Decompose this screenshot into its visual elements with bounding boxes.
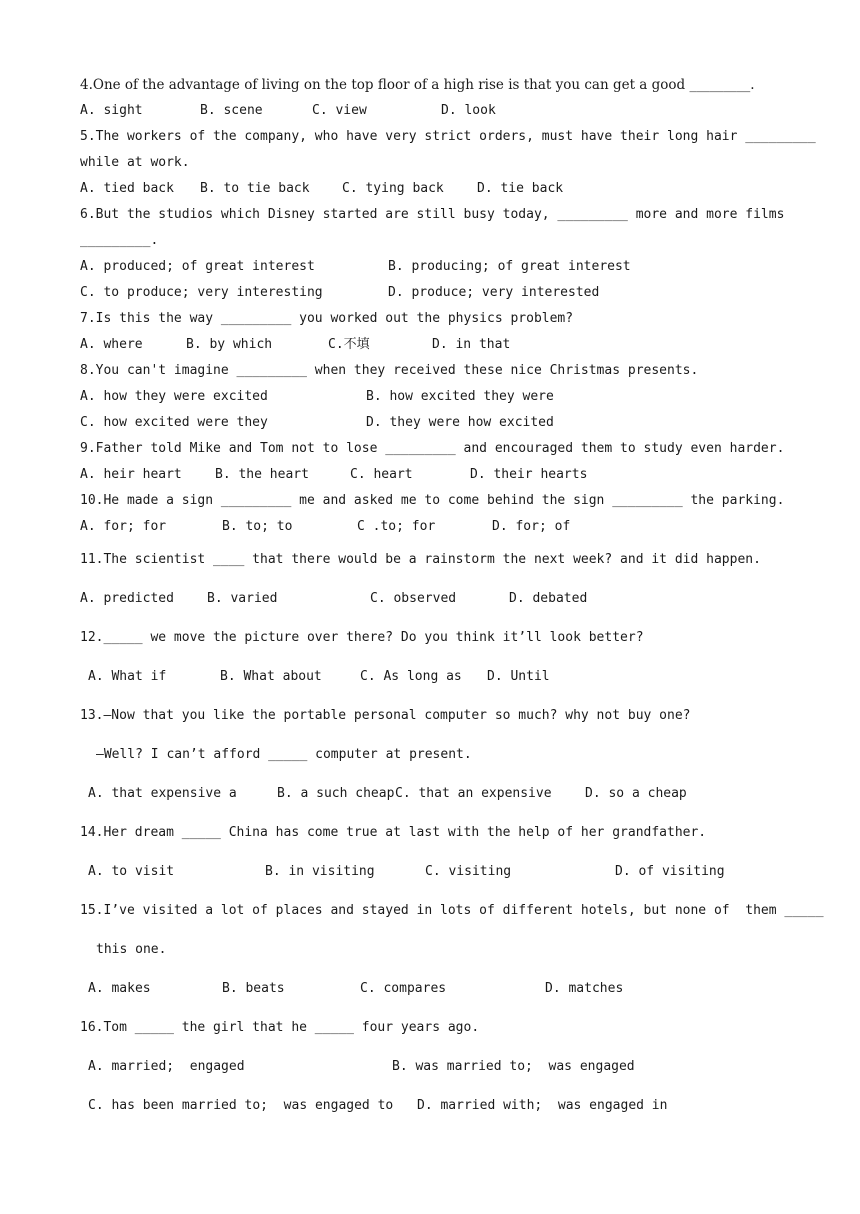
question-12-stem: 12._____ we move the picture over there? Do you think it’ll look better? <box>80 630 644 645</box>
q6-option-c: C. to produce; very interesting <box>80 285 323 300</box>
q7-option-d: D. in that <box>432 337 511 352</box>
question-7-stem: 7.Is this the way _________ you worked out the physics problem? <box>80 311 574 326</box>
q10-option-c: C .to; for <box>357 519 436 534</box>
q13-option-d: D. so a cheap <box>585 786 687 801</box>
question-14-stem: 14.Her dream _____ China has come true at last with the help of her grandfather. <box>80 825 707 840</box>
q5-option-c: C. tying back <box>342 181 444 196</box>
q16-option-b: B. was married to; was engaged <box>392 1059 635 1074</box>
q6-option-b: B. producing; of great interest <box>388 259 631 274</box>
q15-option-a: A. makes <box>88 981 151 996</box>
q14-option-a: A. to visit <box>88 864 175 879</box>
question-5-stem-line2: while at work. <box>80 155 190 170</box>
q14-option-c: C. visiting <box>425 864 512 879</box>
q8-option-a: A. how they were excited <box>80 389 268 404</box>
q5-option-b: B. to tie back <box>200 181 310 196</box>
q12-option-a: A. What if <box>88 669 167 684</box>
q8-option-b: B. how excited they were <box>366 389 554 404</box>
q11-option-b: B. varied <box>207 591 278 606</box>
question-5-stem-line1: 5.The workers of the company, who have very strict orders, must have their long hair _________ <box>80 129 816 144</box>
q8-option-c: C. how excited were they <box>80 415 268 430</box>
q8-option-d: D. they were how excited <box>366 415 554 430</box>
question-6-stem-line1: 6.But the studios which Disney started are still busy today, _________ more and more films <box>80 207 785 222</box>
q4-option-b: B. scene <box>200 103 263 118</box>
question-15-stem-line1: 15.I’ve visited a lot of places and stayed in lots of different hotels, but none of them _____ <box>80 903 824 918</box>
q7-option-a: A. where <box>80 337 143 352</box>
q15-option-c: C. compares <box>360 981 447 996</box>
q15-option-d: D. matches <box>545 981 624 996</box>
q6-option-d: D. produce; very interested <box>388 285 600 300</box>
q4-option-c: C. view <box>312 103 367 118</box>
q11-option-a: A. predicted <box>80 591 174 606</box>
q13-option-c: C. that an expensive <box>395 786 552 801</box>
q4-option-a: A. sight <box>80 103 143 118</box>
q15-option-b: B. beats <box>222 981 285 996</box>
question-15-stem-line2: this one. <box>96 942 167 957</box>
q9-option-b: B. the heart <box>215 467 309 482</box>
q16-option-d: D. married with; was engaged in <box>417 1098 668 1113</box>
q10-option-a: A. for; for <box>80 519 167 534</box>
q9-option-a: A. heir heart <box>80 467 182 482</box>
q5-option-a: A. tied back <box>80 181 174 196</box>
question-10-stem: 10.He made a sign _________ me and asked me to come behind the sign _________ the parking. <box>80 493 785 508</box>
q12-option-b: B. What about <box>220 669 322 684</box>
q10-option-d: D. for; of <box>492 519 571 534</box>
q12-option-d: D. Until <box>487 669 550 684</box>
q16-option-a: A. married; engaged <box>88 1059 245 1074</box>
question-9-stem: 9.Father told Mike and Tom not to lose _________ and encouraged them to study even harder. <box>80 441 785 456</box>
question-13-stem-line1: 13.—Now that you like the portable personal computer so much? why not buy one? <box>80 708 691 723</box>
q16-option-c: C. has been married to; was engaged to <box>88 1098 394 1113</box>
question-6-stem-line2: _________. <box>80 233 159 248</box>
q10-option-b: B. to; to <box>222 519 293 534</box>
q7-option-c: C.不填 <box>328 337 370 352</box>
question-16-stem: 16.Tom _____ the girl that he _____ four years ago. <box>80 1020 480 1035</box>
q5-option-d: D. tie back <box>477 181 564 196</box>
q11-option-d: D. debated <box>509 591 588 606</box>
q9-option-c: C. heart <box>350 467 413 482</box>
q13-option-a: A. that expensive a <box>88 786 237 801</box>
question-8-stem: 8.You can't imagine _________ when they received these nice Christmas presents. <box>80 363 699 378</box>
q6-option-a: A. produced; of great interest <box>80 259 315 274</box>
question-13-stem-line2: —Well? I can’t afford _____ computer at present. <box>96 747 472 762</box>
q13-option-b: B. a such cheap <box>277 786 395 801</box>
q14-option-b: B. in visiting <box>265 864 375 879</box>
q9-option-d: D. their hearts <box>470 467 588 482</box>
q7-option-b: B. by which <box>186 337 273 352</box>
question-11-stem: 11.The scientist ____ that there would be a rainstorm the next week? and it did happen. <box>80 552 761 567</box>
q11-option-c: C. observed <box>370 591 457 606</box>
question-4-stem: 4.One of the advantage of living on the top floor of a high rise is that you can get a good _________. <box>80 77 755 93</box>
q14-option-d: D. of visiting <box>615 864 725 879</box>
q4-option-d: D. look <box>441 103 496 118</box>
q12-option-c: C. As long as <box>360 669 462 684</box>
